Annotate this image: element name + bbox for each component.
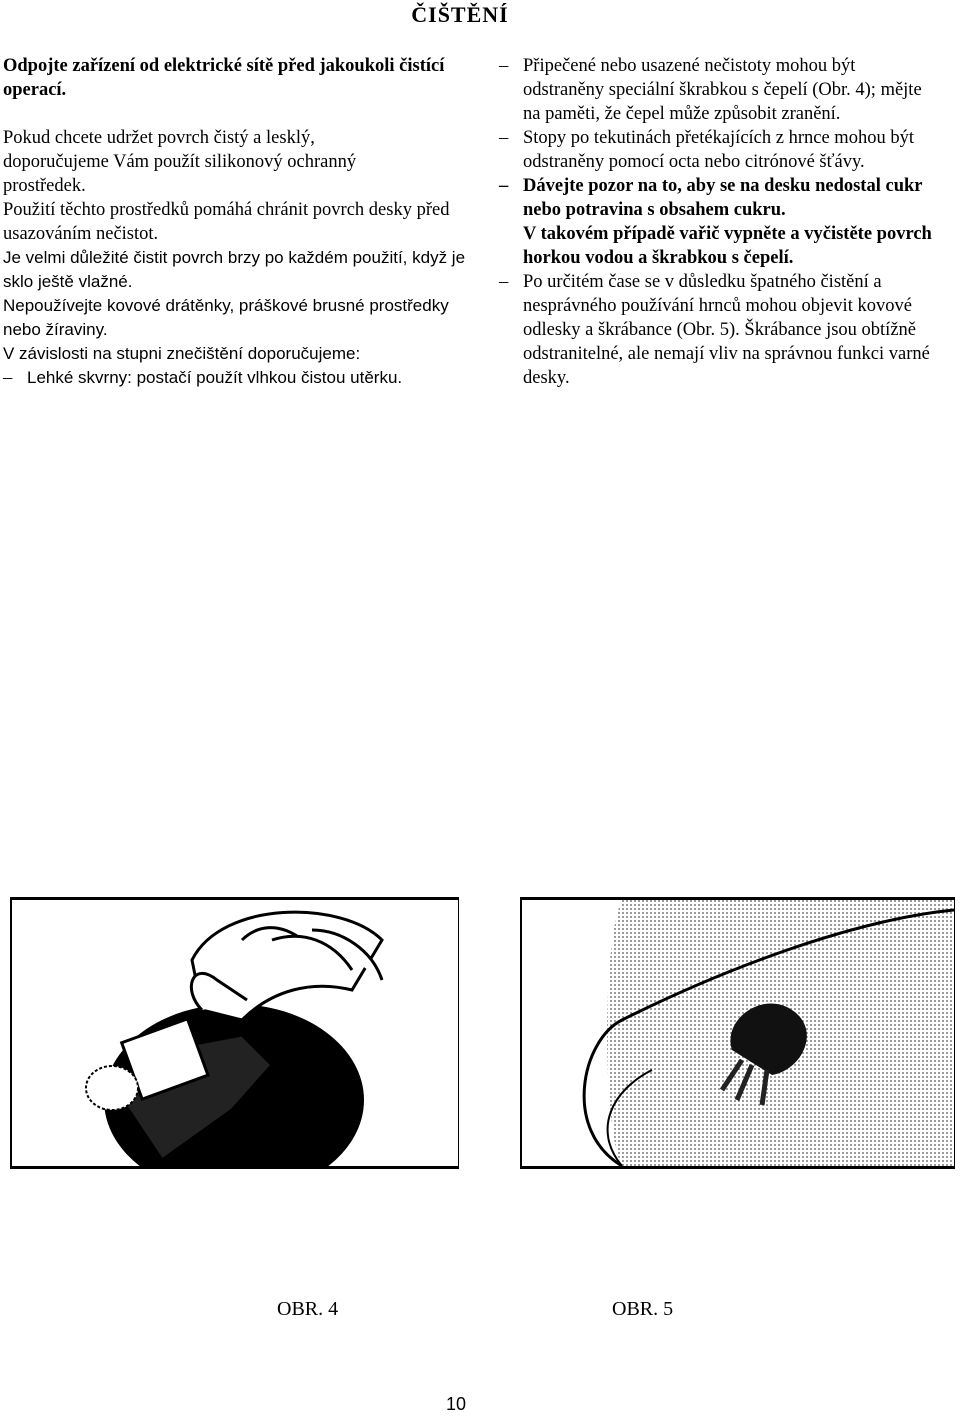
page-number: 10 xyxy=(446,1394,467,1414)
disconnect-warning: Odpojte zařízení od elektrické sítě před jakoukoli čistící operací. xyxy=(3,56,445,100)
scraper-hand-icon xyxy=(12,900,458,1166)
left-column xyxy=(3,54,473,390)
dash-marker: – xyxy=(499,176,509,196)
paragraph: V závislosti na stupni znečištění doporučujeme: xyxy=(3,344,361,363)
dash-marker: – xyxy=(3,368,13,388)
figure-scratches-illustration xyxy=(520,897,955,1169)
list-item xyxy=(499,54,939,126)
list-item xyxy=(499,270,939,390)
figure-caption: OBR. 4 xyxy=(277,1298,339,1320)
dash-marker: – xyxy=(499,272,509,292)
figure-scraper-illustration xyxy=(10,897,459,1169)
paragraph: Použití těchto prostředků pomáhá chránit povrch desky před usazováním nečistot. xyxy=(3,200,450,244)
list-item-text: Lehké skvrny: postačí použít vlhkou čistou utěrku. xyxy=(27,368,403,387)
dash-marker: – xyxy=(499,128,509,148)
paragraph-line: prostředek. xyxy=(3,176,86,196)
list-item-text: Dávejte pozor na to, aby se na desku nedostal cukr nebo potravina s obsahem cukru. xyxy=(523,176,923,220)
list-item xyxy=(499,174,939,270)
paragraph: Nepoužívejte kovové drátěnky, práškové brusné prostředky nebo žíraviny. xyxy=(3,296,449,339)
list-item-text: Po určitém čase se v důsledku špatného čistění a nesprávného používání hrnců mohou objevit kovové odlesky a škrábance (Obr. 5). Škrábance jsou obtížně odstranitelné, ale nemají vliv na správnou funkci varné desky. xyxy=(523,272,930,388)
list-item-text: Stopy po tekutinách přetékajících z hrnce mohou být odstraněny pomocí octa nebo citrónové šťávy. xyxy=(523,128,914,172)
list-item-text: Připečené nebo usazené nečistoty mohou být odstraněny speciální škrabkou s čepelí (Obr. 4); mějte na paměti, že čepel může způsobit zranění. xyxy=(523,56,922,124)
page-title: ČIŠTĚNÍ xyxy=(411,2,509,27)
paragraph-line: doporučujeme Vám použít silikonový ochranný xyxy=(3,152,357,172)
right-column xyxy=(499,54,939,390)
hob-scratches-icon xyxy=(522,900,954,1166)
list-item-text: V takovém případě vařič vypněte a vyčistěte povrch horkou vodou a škrabkou s čepelí. xyxy=(523,224,932,268)
paragraph: Je velmi důležité čistit povrch brzy po každém použití, když je sklo ještě vlažné. xyxy=(3,248,466,291)
list-item xyxy=(3,366,473,390)
paragraph-line: Pokud chcete udržet povrch čistý a lesklý, xyxy=(3,128,315,148)
list-item xyxy=(499,126,939,174)
figure-caption: OBR. 5 xyxy=(612,1298,674,1320)
dash-marker: – xyxy=(499,56,509,76)
